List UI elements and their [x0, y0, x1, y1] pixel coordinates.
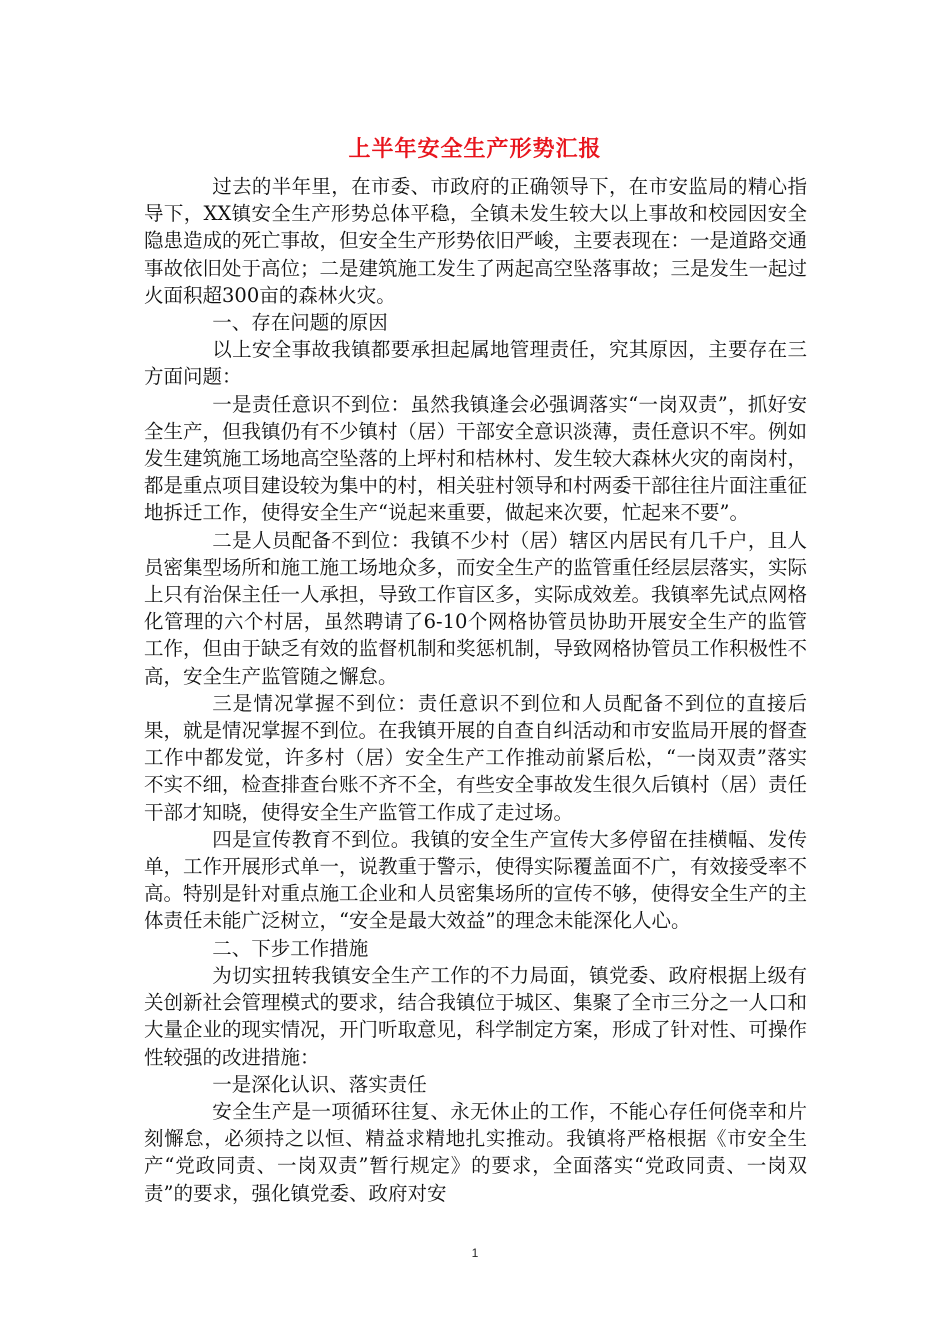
paragraph: 一是责任意识不到位：虽然我镇逢会必强调落实“一岗双责”，抓好安全生产，但我镇仍有不少镇村（居）干部安全意识淡薄，责任意识不牢。例如发生建筑施工场地高空坠落的上坪村和桔林村、发生较大森林火灾的南岗村，都是重点项目建设较为集中的村，相关驻村领导和村两委干部往往片面注重征地拆迁工作，使得安全生产“说起来重要，做起来次要，忙起来不要”。	[144, 392, 808, 525]
paragraph: 四是宣传教育不到位。我镇的安全生产宣传大多停留在挂横幅、发传单，工作开展形式单一，说教重于警示，使得实际覆盖面不广，有效接受率不高。特别是针对重点施工企业和人员密集场所的宣传不够，使得安全生产的主体责任未能广泛树立，“安全是最大效益”的理念未能深化人心。	[144, 827, 808, 933]
paragraph: 安全生产是一项循环往复、永无休止的工作，不能心存任何侥幸和片刻懈怠，必须持之以恒、精益求精地扎实推动。我镇将严格根据《市安全生产“党政同责、一岗双责”暂行规定》的要求，全面落实“党政同责、一岗双责”的要求，强化镇党委、政府对安	[144, 1099, 807, 1205]
section-heading-2: 二、下步工作措施	[212, 936, 369, 960]
document-title: 上半年安全生产形势汇报	[348, 136, 602, 162]
document-body	[144, 173, 807, 1207]
paragraph: 三是情况掌握不到位：责任意识不到位和人员配备不到位的直接后果，就是情况掌握不到位。在我镇开展的自查自纠活动和市安监局开展的督查工作中都发觉，许多村（居）安全生产工作推动前紧后松，“一岗双责”落实不实不细，检查排查台账不齐不全，有些安全事故发生很久后镇村（居）责任干部才知晓，使得安全生产监管工作成了走过场。	[144, 691, 808, 824]
paragraph: 为切实扭转我镇安全生产工作的不力局面，镇党委、政府根据上级有关创新社会管理模式的要求，结合我镇位于城区、集聚了全市三分之一人口和大量企业的现实情况，开门听取意见，科学制定方案，形成了针对性、可操作性较强的改进措施：	[144, 963, 808, 1069]
paragraph: 以上安全事故我镇都要承担起属地管理责任，究其原因，主要存在三方面问题：	[144, 338, 807, 389]
section-heading-1: 一、存在问题的原因	[212, 311, 388, 335]
sub-heading: 一是深化认识、落实责任	[212, 1072, 427, 1096]
page-number: 1	[471, 1246, 479, 1260]
paragraph-intro: 过去的半年里，在市委、市政府的正确领导下，在市安监局的精心指导下，XX镇安全生产形势总体平稳，全镇未发生较大以上事故和校园因安全隐患造成的死亡事故，但安全生产形势依旧严峻，主要表现在：一是道路交通事故依旧处于高位；二是建筑施工发生了两起高空坠落事故；三是发生一起过火面积超300亩的森林火灾。	[144, 175, 808, 307]
paragraph: 二是人员配备不到位：我镇不少村（居）辖区内居民有几千户，且人员密集型场所和施工施工场地众多，而安全生产的监管重任经层层落实，实际上只有治保主任一人承担，导致工作盲区多，实际成效差。我镇率先试点网格化管理的六个村居，虽然聘请了6-10个网格协管员协助开展安全生产的监管工作，但由于缺乏有效的监督机制和奖惩机制，导致网格协管员工作积极性不高，安全生产监管随之懈怠。	[144, 528, 808, 688]
